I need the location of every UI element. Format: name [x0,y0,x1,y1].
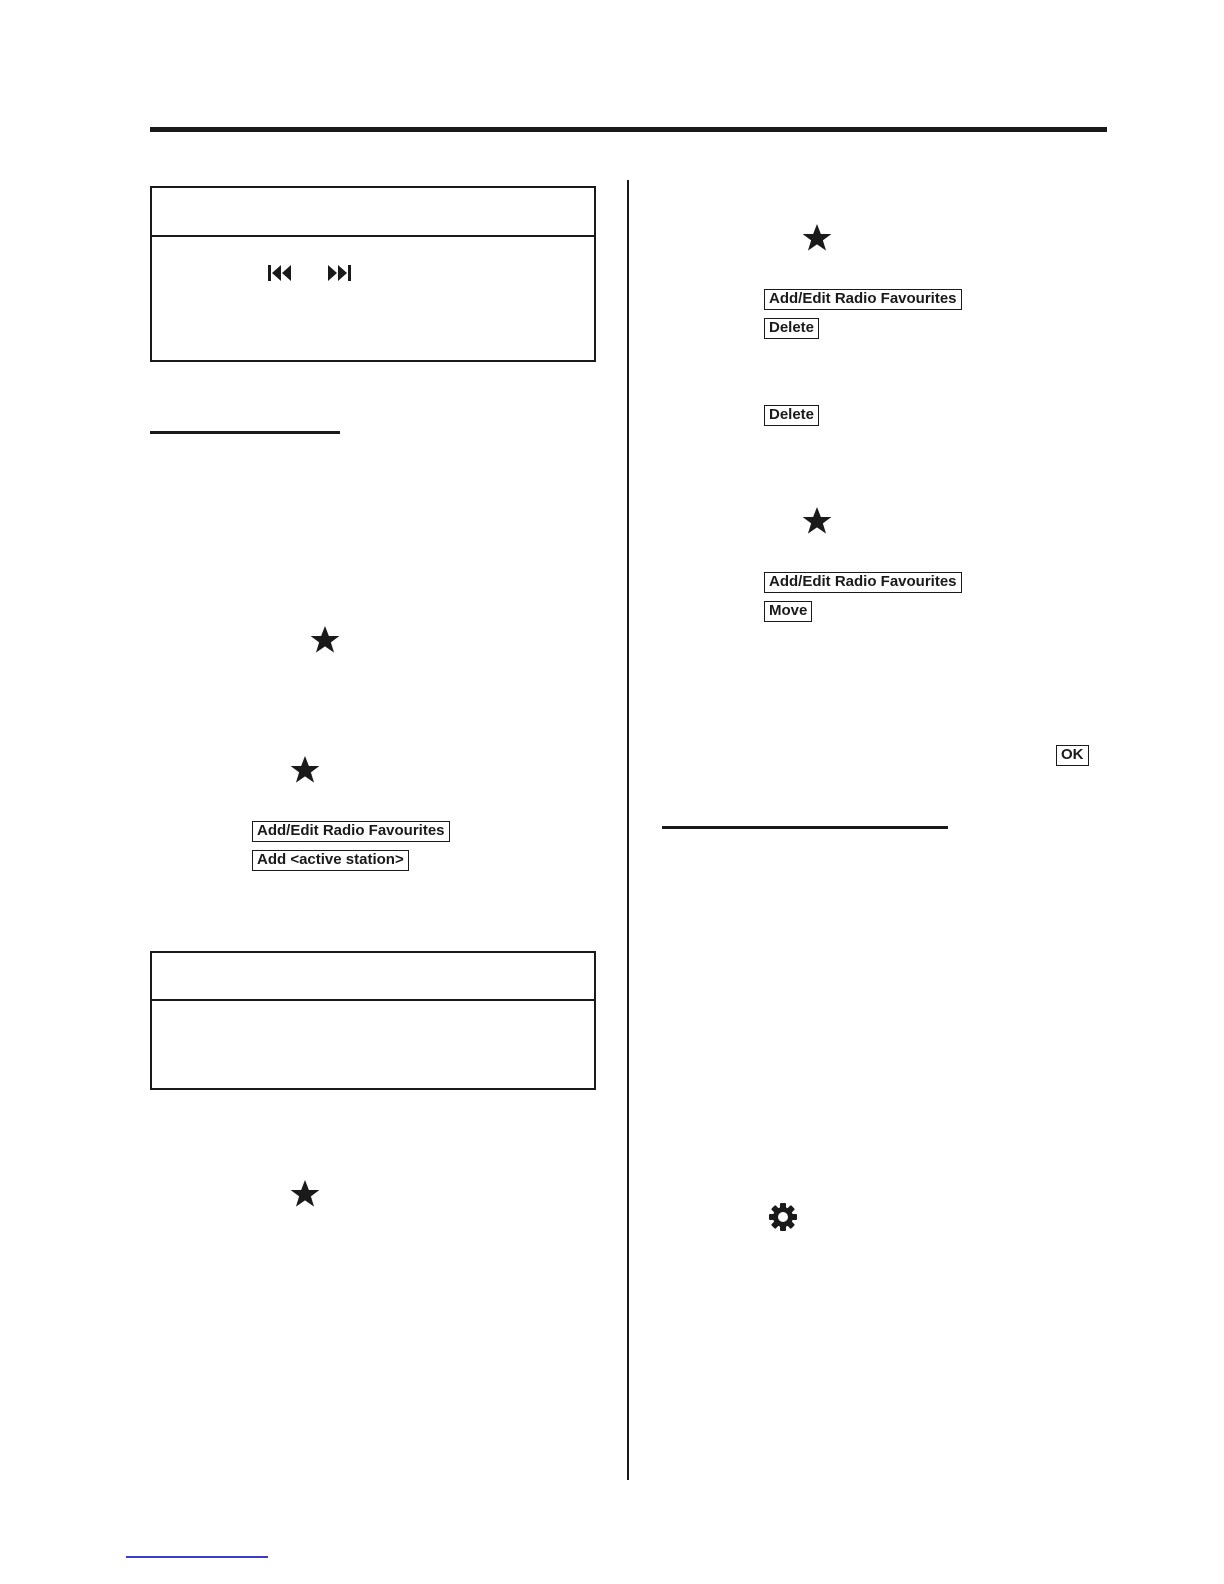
note-box-1-header [152,188,594,237]
delete-button[interactable]: Delete [764,405,819,426]
add-active-station-button[interactable]: Add <active station> [252,850,409,871]
move-button[interactable]: Move [764,601,812,622]
note-box-2 [150,951,596,1090]
skip-forward-icon [326,264,352,282]
add-edit-radio-favourites-button[interactable]: Add/Edit Radio Favourites [252,821,450,842]
star-icon [309,624,341,656]
delete-button[interactable]: Delete [764,318,819,339]
note-box-2-header [152,953,594,1001]
section-heading-rule-left [150,431,340,434]
star-icon [289,1178,321,1210]
star-icon [801,505,833,537]
ok-button[interactable]: OK [1056,745,1089,766]
header-rule [150,127,1107,132]
note-box-1 [150,186,596,362]
add-edit-radio-favourites-button[interactable]: Add/Edit Radio Favourites [764,289,962,310]
add-edit-radio-favourites-button[interactable]: Add/Edit Radio Favourites [764,572,962,593]
star-icon [289,754,321,786]
section-heading-rule-right [662,826,948,829]
column-divider [627,180,629,1480]
footer-link-underline[interactable] [126,1556,268,1558]
gear-icon [767,1201,799,1233]
skip-back-icon [267,264,293,282]
star-icon [801,222,833,254]
